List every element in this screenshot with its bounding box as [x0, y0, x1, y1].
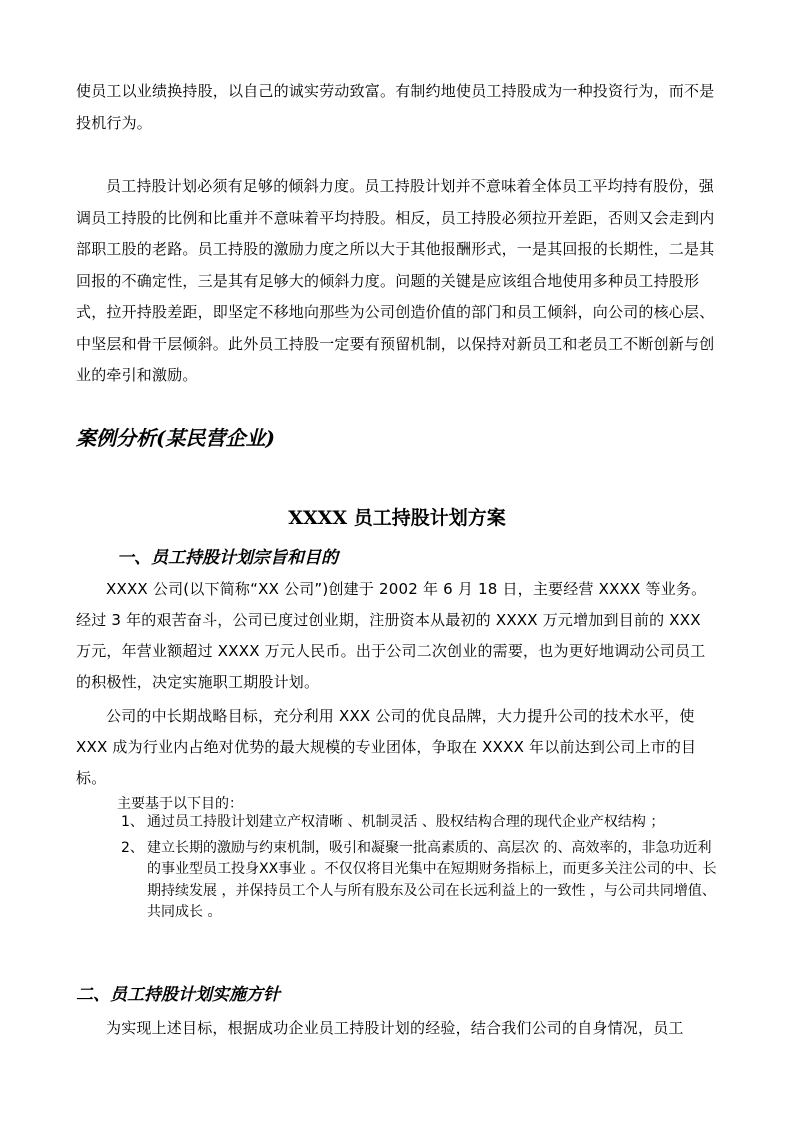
plan-title: XXXX 员工持股计划方案: [288, 507, 506, 529]
list-item: [121, 812, 721, 834]
list-item-text: 通过员工持股计划建立产权清晰 、机制灵活 、股权结构合理的现代企业产权结构 ；: [147, 814, 665, 830]
section1-heading: 一、员工持股计划宗旨和目的: [117, 548, 338, 568]
list-item-number: 2、: [121, 839, 144, 856]
section2-paragraph: 为实现上述目标，根据成功企业员工持股计划的经验，结合我们公司的自身情况，员工: [106, 1019, 684, 1037]
section2-heading: 二、员工持股计划实施方针: [76, 985, 280, 1005]
list-item-number: 1、: [121, 814, 144, 830]
case-analysis-heading: 案例分析(某民营企业): [76, 426, 275, 450]
list-item: [121, 838, 721, 924]
section1-strategic-goal: 公司的中长期战略目标，充分利用 XXX 公司的优良品牌，大力提升公司的技术水平，使 XXX 成为行业内占绝对优势的最大规模的专业团体，争取在 XXXX 年以前达到公司上市的目标。: [76, 707, 697, 787]
purpose-list: [121, 812, 721, 928]
purpose-intro: 主要基于以下目的：: [117, 796, 243, 812]
section1-company-intro: XXXX 公司(以下简称“XX 公司”)创建于 2002 年 6 月 18 日，主要经营 XXXX 等业务。经过 3 年的艰苦奋斗，公司已度过创业期，注册资本从最初的 XXXX 万元增加到目前的 XXX 万元，年营业额超过 XXXX 万元人民币。出于公司二次创业的需要，也为更好地调动公司员工的积极性，决定实施职工期股计划。: [76, 580, 707, 691]
list-item-text: 建立长期的激励与约束机制，吸引和凝聚一批高素质的、高层次 的、高效率的，非急功近利的事业型员工投身XX事业 。不仅仅将目光集中在短期财务指标上，而更多关注公司的中、长期持续发展 ，并保持员工个人与所有股东及公司在长远利益上的一致性 ，与公司共同增值、共同成长 。: [147, 839, 717, 920]
paragraph-investment-behavior: 使员工以业绩换持股，以自己的诚实劳动致富。有制约地使员工持股成为一种投资行为，而不是投机行为。: [76, 82, 715, 132]
paragraph-tilt-strength: 员工持股计划必须有足够的倾斜力度。员工持股计划并不意味着全体员工平均持有股份，强调员工持股的比例和比重并不意味着平均持股。相反，员工持股必须拉开差距，否则又会走到内部职工股的老路。员工持股的激励力度之所以大于其他报酬形式，一是其回报的长期性，二是其回报的不确定性，三是其有足够大的倾斜力度。问题的关键是应该组合地使用多种员工持股形式，拉开持股差距，即坚定不移地向那些为公司创造价值的部门和员工倾斜，向公司的核心层、中坚层和骨干层倾斜。此外员工持股一定要有预留机制，以保持对新员工和老员工不断创新与创业的牵引和激励。: [76, 177, 715, 384]
